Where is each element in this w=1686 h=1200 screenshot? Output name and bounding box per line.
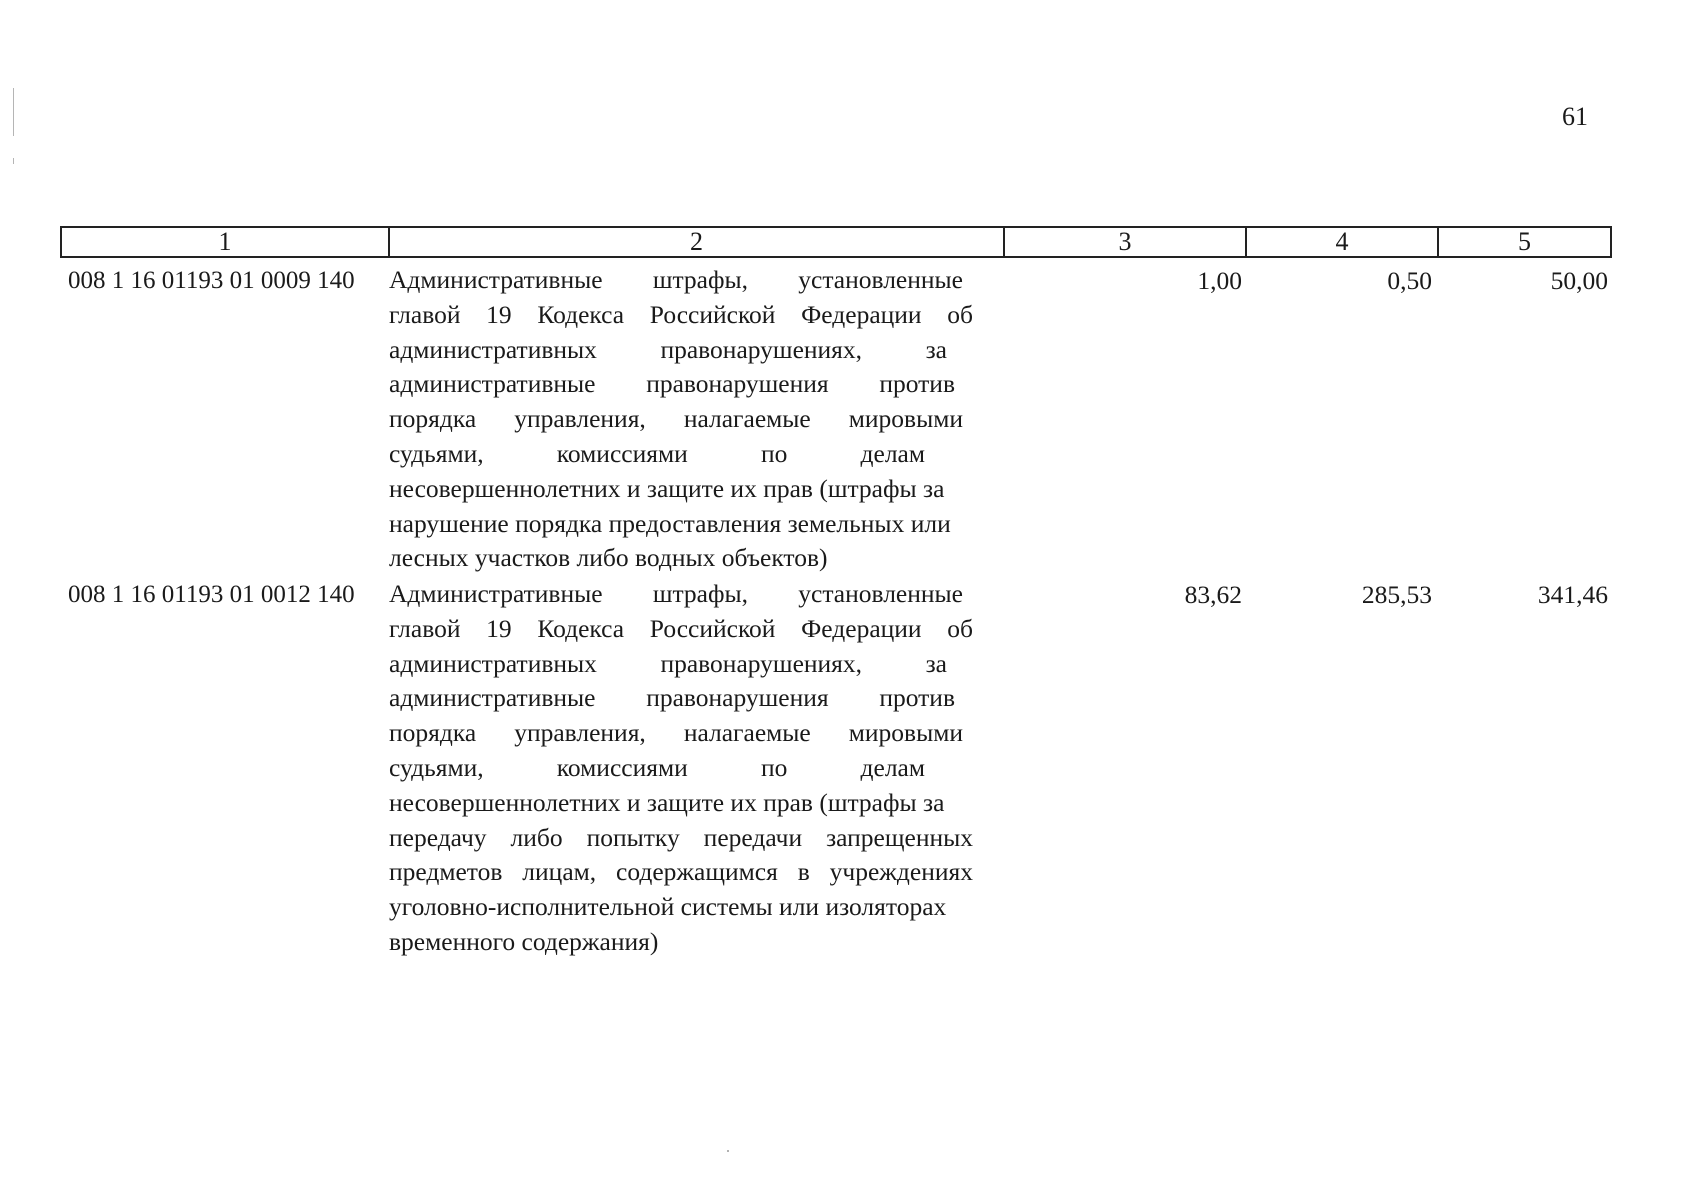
description-line: порядка управления, налагаемые мировыми: [389, 718, 963, 748]
page-number: 61: [1562, 102, 1588, 131]
description-line: Административные штрафы, установленные: [389, 265, 963, 294]
description-line: порядка управления, налагаемые мировыми: [389, 404, 963, 434]
description-line: судьями, комиссиями по делам: [389, 752, 925, 782]
value-col5: 341,46: [1537, 580, 1608, 609]
column-header-2: 2: [388, 226, 1005, 258]
description-line: уголовно-исполнительной системы или изоляторах: [389, 892, 947, 922]
description-line: административные правонарушения против: [389, 683, 955, 713]
row-description: [389, 263, 989, 576]
column-header-5: 5: [1437, 226, 1612, 258]
value-col4: 0,50: [1387, 266, 1432, 295]
description-line: Административные штрафы, установленные: [389, 579, 963, 608]
description-line: лесных участков либо водных объектов): [389, 543, 828, 573]
scan-mark: [13, 88, 14, 136]
description-line: административные правонарушения против: [389, 369, 955, 399]
description-line: административных правонарушениях, за: [389, 648, 947, 678]
budget-code: 008 1 16 01193 01 0009 140: [68, 267, 355, 294]
value-col3: 1,00: [1197, 266, 1242, 295]
description-line: передачу либо попытку передачи запрещенных: [389, 822, 973, 852]
description-line: административных правонарушениях, за: [389, 334, 947, 364]
value-col3: 83,62: [1184, 580, 1242, 609]
row-description: [389, 577, 989, 960]
description-line: главой 19 Кодекса Российской Федерации об: [389, 299, 973, 329]
description-line: несовершеннолетних и защите их прав (штрафы за: [389, 473, 945, 503]
description-line: главой 19 Кодекса Российской Федерации об: [389, 613, 973, 643]
description-line: временного содержания): [389, 926, 659, 956]
column-header-3: 3: [1003, 226, 1247, 258]
budget-code: 008 1 16 01193 01 0012 140: [68, 581, 355, 608]
description-line: нарушение порядка предоставления земельных или: [389, 508, 951, 538]
column-header-1: 1: [60, 226, 390, 258]
scan-dot: [727, 1150, 729, 1152]
description-line: судьями, комиссиями по делам: [389, 438, 925, 468]
value-col4: 285,53: [1361, 580, 1432, 609]
description-line: предметов лицам, содержащимся в учреждениях: [389, 857, 973, 887]
description-line: несовершеннолетних и защите их прав (штрафы за: [389, 787, 945, 817]
value-col5: 50,00: [1550, 266, 1608, 295]
scan-mark: [13, 158, 14, 164]
column-header-4: 4: [1245, 226, 1439, 258]
